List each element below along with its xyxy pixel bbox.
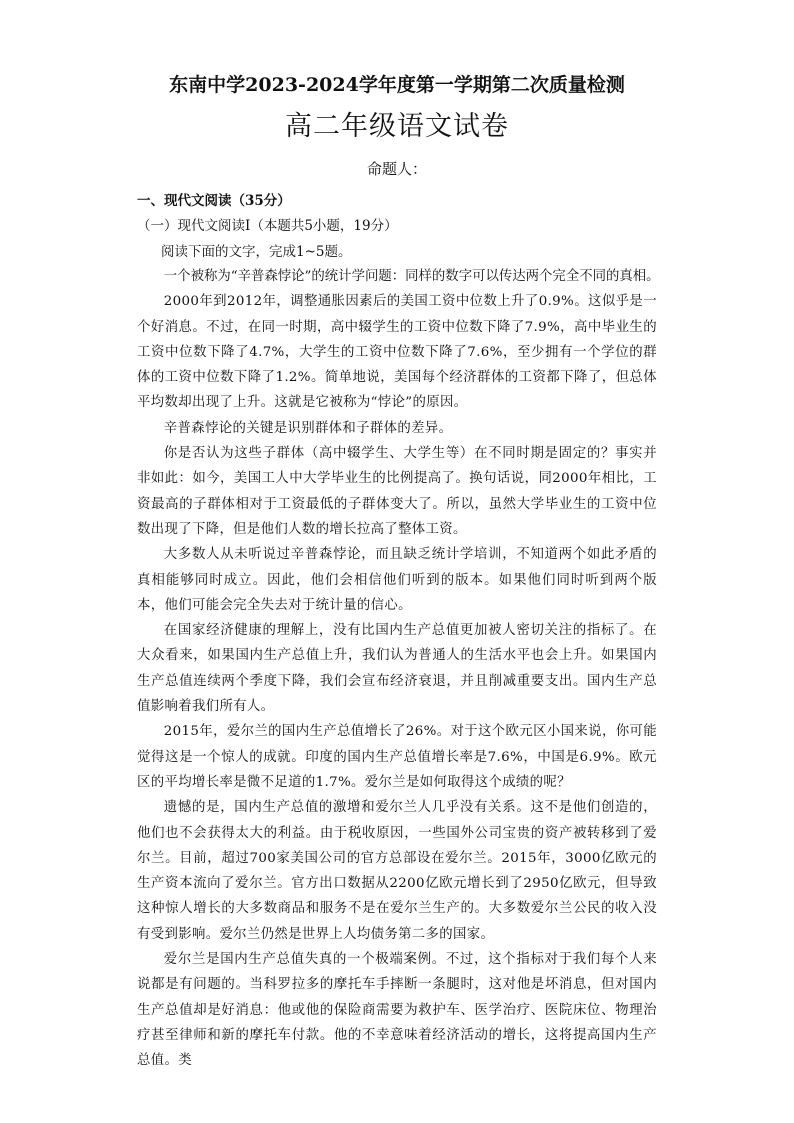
passage-paragraph: 一个被称为“辛普森悖论”的统计学问题：同样的数字可以传达两个完全不同的真相。 [163,269,660,284]
passage-paragraph: 遗憾的是，国内生产总值的激增和爱尔兰人几乎没有关系。这不是他们创造的，他们也不会获得太大的利益。由于税收原因，一些国外公司宝贵的资产被转移到了爱尔兰。目前，超过700家美国公司的官方总部设在爱尔兰。2015年，3000亿欧元的生产资本流向了爱尔兰。官方出口数据从2200亿欧元增长到了2950亿欧元，但导致这种惊人增长的大多数商品和服务不是在爱尔兰生产的。大多数爱尔兰公民的收入没有受到影响。爱尔兰仍然是世界上人均债务第二多的国家。 [137,800,657,942]
passage-paragraph: 大多数人从未听说过辛普森悖论，而且缺乏统计学培训，不知道两个如此矛盾的真相能够同时成立。因此，他们会相信他们听到的版本。如果他们同时听到两个版本，他们可能会完全失去对于统计量的信心。 [137,547,657,613]
passage-paragraph: 你是否认为这些子群体（高中辍学生、大学生等）在不同时期是固定的？事实并非如此：如今，美国工人中大学毕业生的比例提高了。换句话说，同2000年相比，工资最高的子群体相对于工资最低的子群体变大了。所以，虽然大学毕业生的工资中位数出现了下降，但是他们人数的增长拉高了整体工资。 [137,446,657,537]
question-setter-label: 命题人： [366,160,427,178]
passage-paragraph: 2000年到2012年，调整通胀因素后的美国工资中位数上升了0.9%。这似乎是一个好消息。不过，在同一时期，高中辍学生的工资中位数下降了7.9%，高中毕业生的工资中位数下降了4.7%，大学生的工资中位数下降了7.6%，至少拥有一个学位的群体的工资中位数下降了1.2%。简单地说，美国每个经济群体的工资都下降了，但总体平均数却出现了上升。这就是它被称为“悖论”的原因。 [137,294,657,411]
section-heading: 一、现代文阅读（35分） [137,193,291,209]
reading-instruction: 阅读下面的文字，完成1~5题。 [161,244,352,260]
exam-paper-title: 高二年级语文试卷 [285,111,509,142]
subsection-heading: （一）现代文阅读Ⅰ（本题共5小题，19分） [137,218,398,234]
passage-paragraph: 2015年，爱尔兰的国内生产总值增长了26%。对于这个欧元区小国来说，你可能觉得这是一个惊人的成就。印度的国内生产总值增长率是7.6%，中国是6.9%。欧元区的平均增长率是微不足道的1.7%。爱尔兰是如何取得这个成绩的呢？ [137,724,657,790]
school-exam-title: 东南中学2023-2024学年度第一学期第二次质量检测 [169,74,625,96]
passage-paragraph: 爱尔兰是国内生产总值失真的一个极端案例。不过，这个指标对于我们每个人来说都是有问题的。当科罗拉多的摩托车手摔断一条腿时，这对他是坏消息，但对国内生产总值却是好消息：他或他的保险商需要为救护车、医学治疗、医院床位、物理治疗甚至律师和新的摩托车付款。他的不幸意味着经济活动的增长，这将提高国内生产总值。类 [137,952,657,1069]
passage-paragraph: 辛普森悖论的关键是识别群体和子群体的差异。 [163,420,453,436]
reading-passage [137,264,660,1074]
passage-paragraph: 在国家经济健康的理解上，没有比国内生产总值更加被人密切关注的指标了。在大众看来，如果国内生产总值上升，我们认为普通人的生活水平也会上升。如果国内生产总值连续两个季度下降，我们会宣布经济衰退，并且削减重要支出。国内生产总值影响着我们所有人。 [137,623,657,715]
